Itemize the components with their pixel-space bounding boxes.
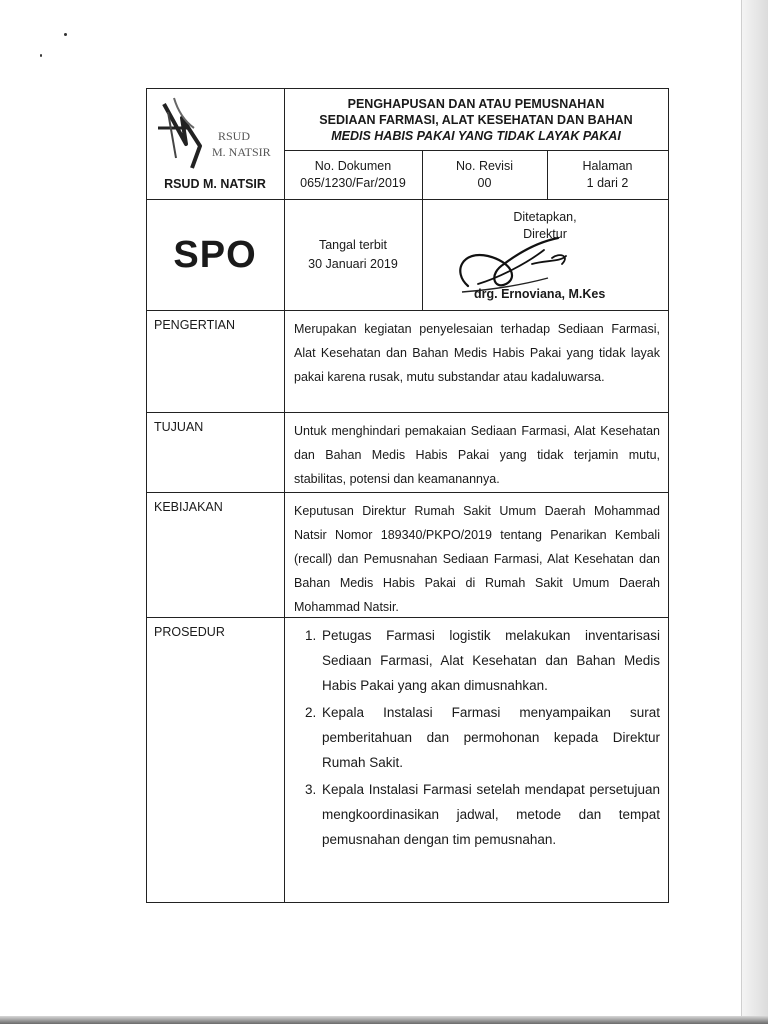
title-line: SEDIAAN FARMASI, ALAT KESEHATAN DAN BAHAN [319,113,633,127]
svg-text:M. NATSIR: M. NATSIR [212,145,271,159]
section-label-pengertian: PENGERTIAN [154,318,236,332]
spo-document [146,88,668,902]
bottom-scan-edge [0,1016,768,1024]
organization-name: RSUD M. NATSIR [164,177,266,191]
doc-number-value: 065/1230/Far/2019 [300,176,406,190]
page-label: Halaman [582,159,633,173]
doc-number-cell [284,150,422,200]
page-value: 1 dari 2 [586,176,629,190]
issued-label: Tangal terbit [318,238,388,252]
procedure-step: 1. Petugas Farmasi logistik melakukan inventarisasi Sediaan Farmasi, Alat Kesehatan dan Bahan Medis Habis Pakai yang akan dimusnahkan. [320,623,660,698]
issued-cell [284,200,422,310]
doc-number-label: No. Dokumen [314,159,392,173]
procedure-step: 3. Kepala Instalasi Farmasi setelah mendapat persetujuan mengkoordinasikan jadwal, metode dan tempat pemusnahan dengan tim pemusnahan. [320,777,660,852]
scan-speck [64,33,67,36]
signatory-name: drg. Ernoviana, M.Kes [474,287,606,301]
revision-value: 00 [477,176,492,190]
section-label-kebijakan: KEBIJAKAN [154,500,223,514]
right-page-edge [742,0,768,1024]
page-cell [547,150,668,200]
approval-line: Direktur [523,227,567,241]
section-text-pengertian: Merupakan kegiatan penyelesaian terhadap Sediaan Farmasi, Alat Kesehatan dan Bahan Medis Habis Pakai yang tidak layak pakai karena rusak, mutu substandar atau kadaluwarsa. [294,322,660,384]
approval-line: Ditetapkan, [513,210,577,224]
procedure-list [294,623,660,852]
title-line: MEDIS HABIS PAKAI YANG TIDAK LAYAK PAKAI [331,129,621,143]
section-text-tujuan: Untuk menghindari pemakaian Sediaan Farmasi, Alat Kesehatan dan Bahan Medis Habis Pakai yang tidak terjamin mutu, stabilitas, potensi dan keamanannya. [294,424,660,486]
issued-date: 30 Januari 2019 [308,257,398,271]
revision-cell [422,150,547,200]
section-label-tujuan: TUJUAN [154,420,204,434]
svg-text:RSUD: RSUD [218,129,251,143]
approval-cell [422,200,668,310]
table-border [146,902,668,903]
section-text-kebijakan: Keputusan Direktur Rumah Sakit Umum Daerah Mohammad Natsir Nomor 189340/PKPO/2019 tentang Penarikan Kembali (recall) dan Pemusnahan Sediaan Farmasi, Alat Kesehatan dan Bahan Medis Habis Pakai di Rumah Sakit Umum Daerah Mohammad Natsir. [294,504,660,614]
revision-label: No. Revisi [456,159,513,173]
scan-speck [40,54,42,57]
section-label-prosedur: PROSEDUR [154,625,225,639]
title-line: PENGHAPUSAN DAN ATAU PEMUSNAHAN [347,97,605,111]
doc-type-label: SPO [173,233,257,276]
table-border [668,88,669,903]
procedure-step: 2. Kepala Instalasi Farmasi menyampaikan surat pemberitahuan dan permohonan kepada Direktur Rumah Sakit. [320,700,660,775]
trident-logo-icon [146,88,284,174]
document-title [284,94,668,146]
section-steps-prosedur [284,617,668,902]
